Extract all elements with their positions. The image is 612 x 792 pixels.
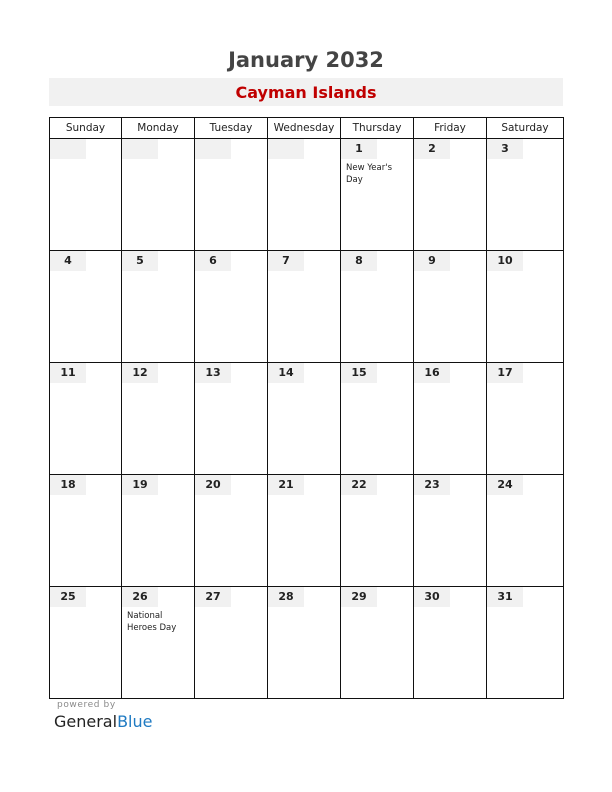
day-number: 29 [341,587,377,607]
day-number: 10 [487,251,523,271]
weekday-header: Tuesday [195,118,268,139]
day-number: 31 [487,587,523,607]
day-number: 24 [487,475,523,495]
day-number: 7 [268,251,304,271]
calendar-grid [49,117,564,699]
holiday-label: National Heroes Day [127,611,177,633]
day-cell [122,475,195,587]
weekday-header: Sunday [50,118,122,139]
day-number: 3 [487,139,523,159]
week-row [50,363,564,475]
day-cell [487,251,564,363]
weekday-header: Thursday [341,118,414,139]
day-number: 27 [195,587,231,607]
day-number [195,139,231,159]
day-number [268,139,304,159]
day-number: 4 [50,251,86,271]
week-row [50,139,564,251]
day-number: 22 [341,475,377,495]
day-cell [50,475,122,587]
week-row [50,251,564,363]
day-cell [487,475,564,587]
day-cell [414,363,487,475]
day-number: 14 [268,363,304,383]
day-cell [487,587,564,699]
day-cell [414,251,487,363]
day-number: 1 [341,139,377,159]
weekday-header: Monday [122,118,195,139]
week-row [50,587,564,699]
holiday-label: New Year's Day [346,163,393,185]
day-cell [268,363,341,475]
day-cell [268,587,341,699]
day-number: 18 [50,475,86,495]
day-number [50,139,86,159]
day-cell [122,251,195,363]
day-number: 15 [341,363,377,383]
day-cell [195,587,268,699]
country-name: Cayman Islands [235,83,377,102]
day-number: 20 [195,475,231,495]
brand-word-general: General [54,712,118,731]
day-cell [341,363,414,475]
day-number: 17 [487,363,523,383]
day-cell [487,363,564,475]
day-number: 9 [414,251,450,271]
day-cell [195,251,268,363]
day-number: 8 [341,251,377,271]
subtitle-bar [49,78,563,106]
weekday-header: Saturday [487,118,564,139]
day-cell [50,251,122,363]
weekday-header: Wednesday [268,118,341,139]
day-number: 26 [122,587,158,607]
day-cell [268,475,341,587]
day-cell [414,139,487,251]
day-cell [122,363,195,475]
weekday-header: Friday [414,118,487,139]
day-cell [487,139,564,251]
day-number: 13 [195,363,231,383]
day-number: 30 [414,587,450,607]
day-cell [414,587,487,699]
day-number: 28 [268,587,304,607]
day-number: 16 [414,363,450,383]
day-cell [122,587,195,699]
day-number: 2 [414,139,450,159]
day-cell [50,139,122,251]
day-number [122,139,158,159]
day-number: 19 [122,475,158,495]
day-number: 11 [50,363,86,383]
day-number: 25 [50,587,86,607]
day-cell [195,475,268,587]
powered-by-label: powered by [57,700,116,710]
page-title: January 2032 [228,48,384,72]
day-number: 5 [122,251,158,271]
day-cell [341,251,414,363]
day-cell [341,139,414,251]
weekday-header-row [50,118,564,139]
day-cell [268,251,341,363]
day-cell [341,475,414,587]
day-cell [122,139,195,251]
day-number: 23 [414,475,450,495]
day-number: 21 [268,475,304,495]
day-cell [50,363,122,475]
generalblue-logo[interactable] [54,712,152,731]
day-number: 6 [195,251,231,271]
day-cell [195,139,268,251]
brand-word-blue: Blue [117,712,153,731]
day-cell [341,587,414,699]
day-cell [50,587,122,699]
day-cell [268,139,341,251]
day-number: 12 [122,363,158,383]
day-cell [414,475,487,587]
week-row [50,475,564,587]
day-cell [195,363,268,475]
